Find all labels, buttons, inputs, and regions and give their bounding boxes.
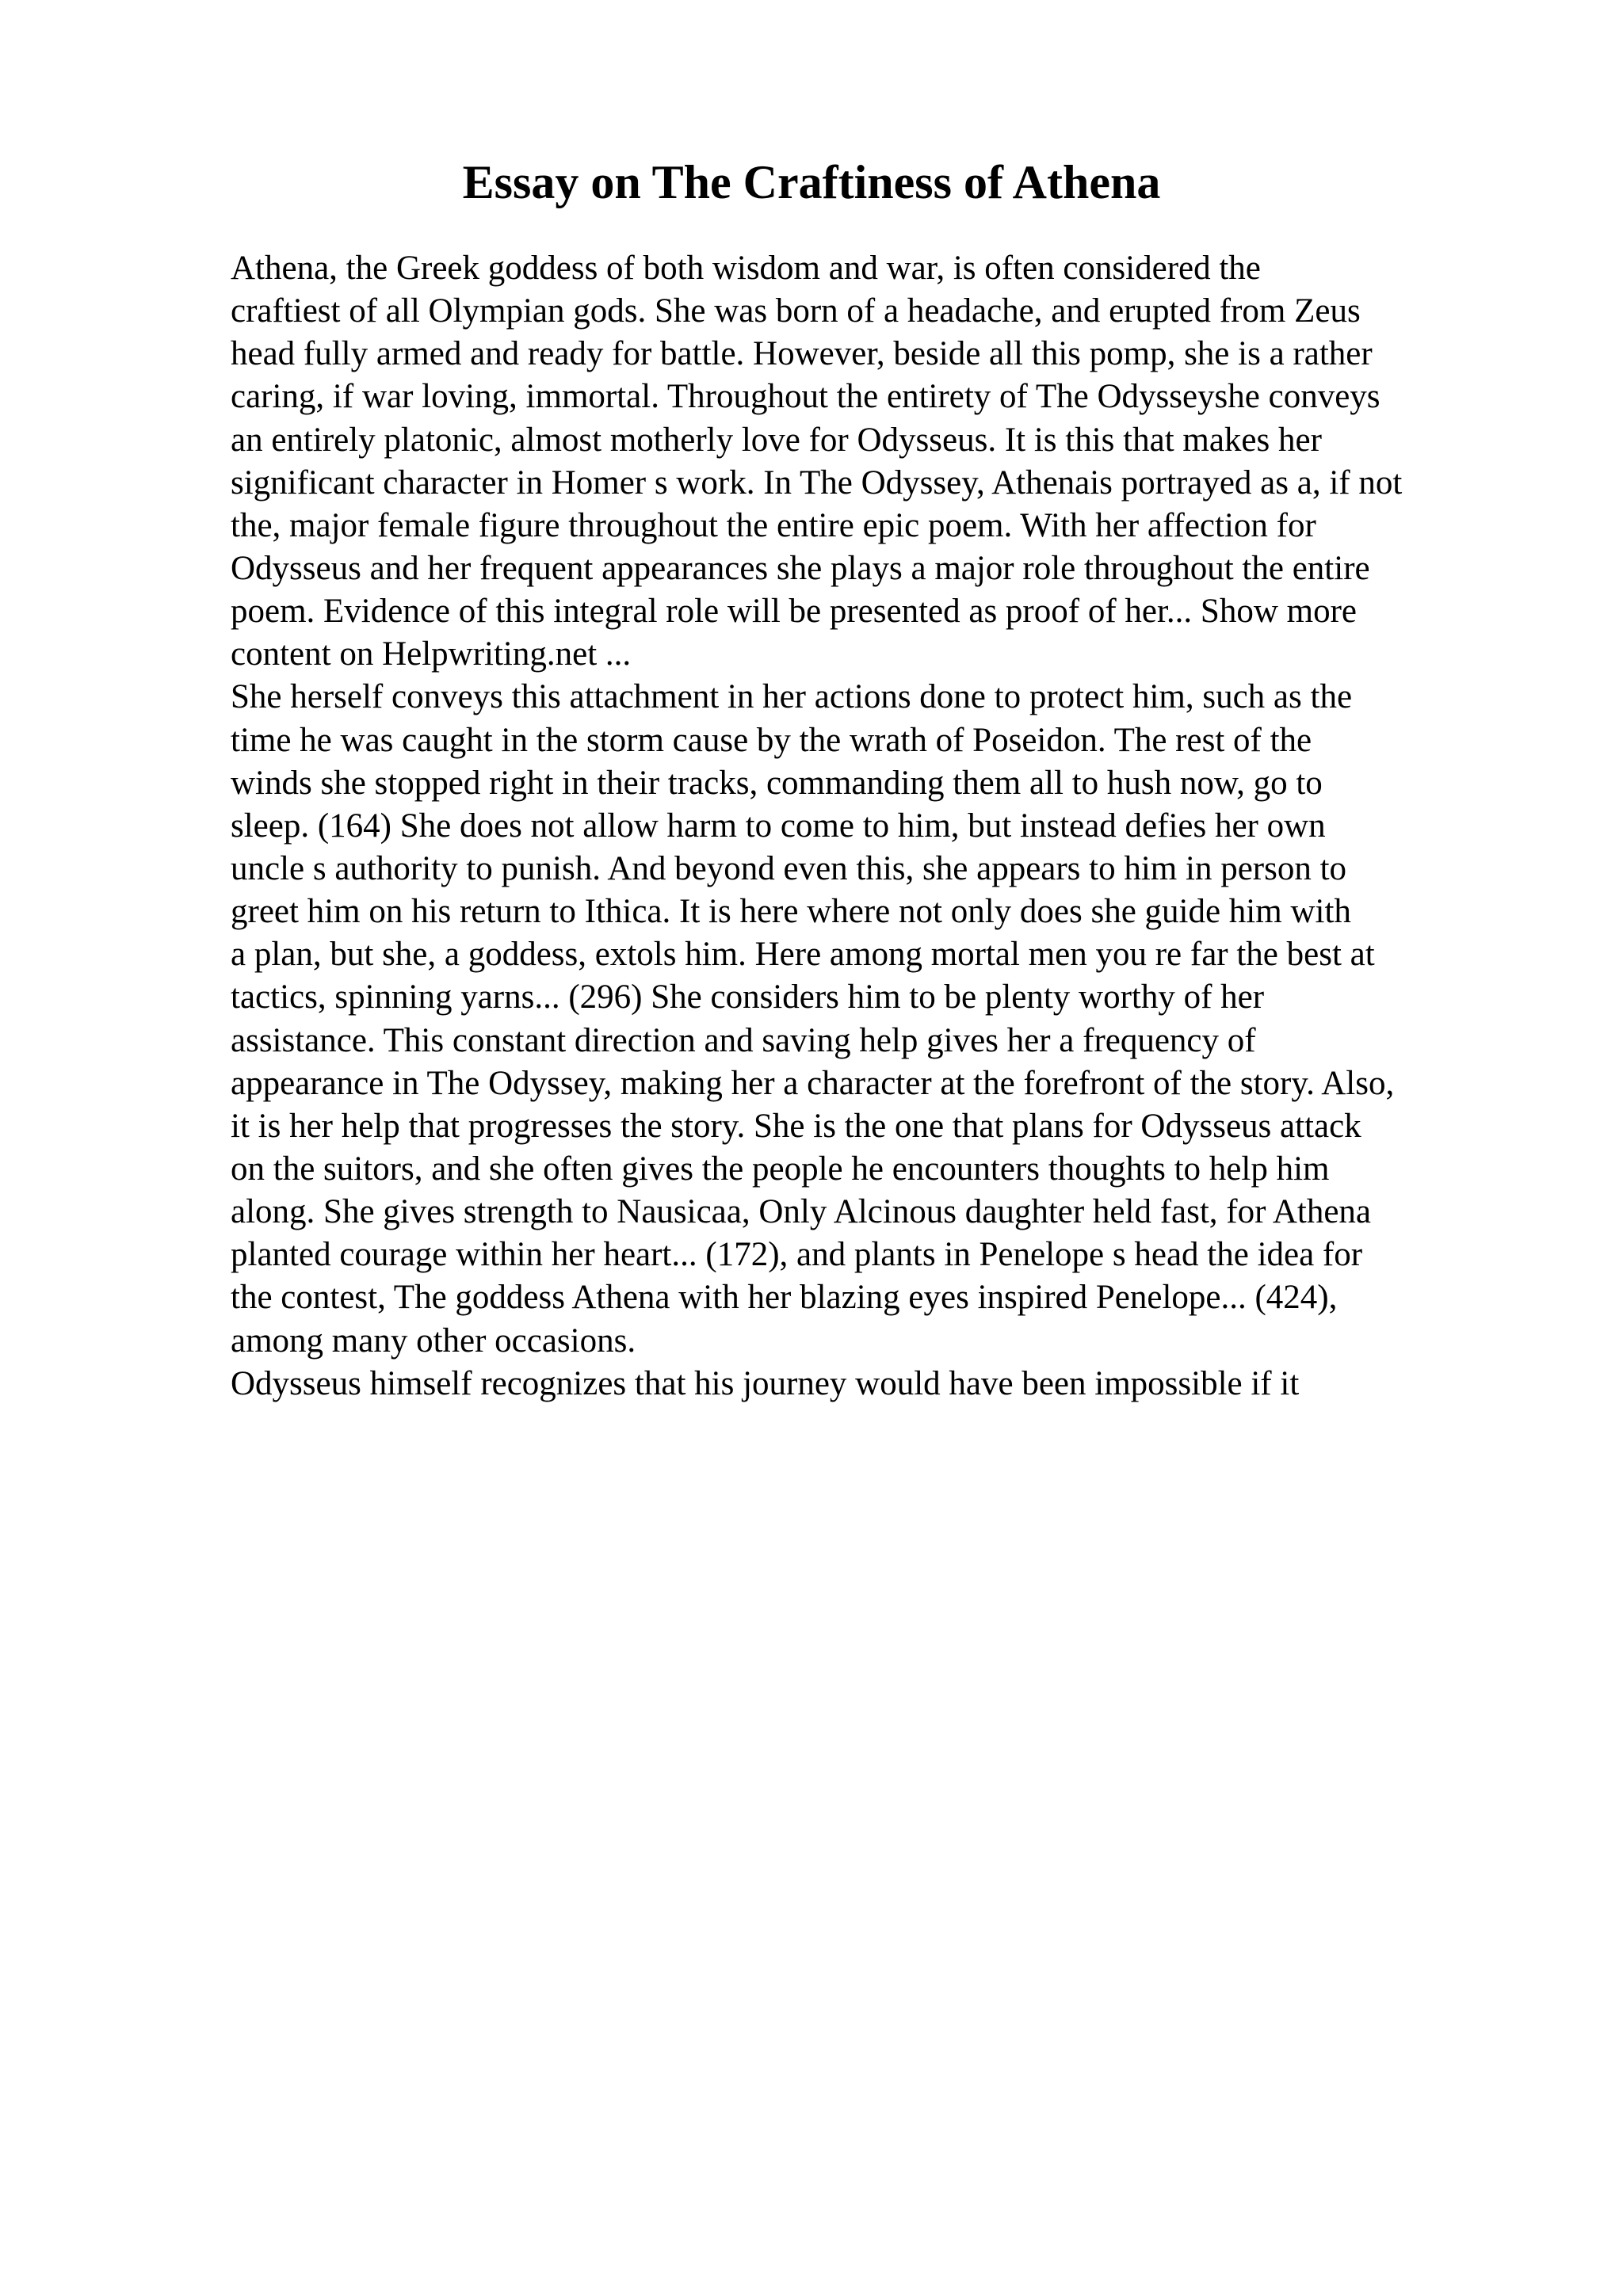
page-title: Essay on The Craftiness of Athena xyxy=(462,156,1161,208)
text-line: appearance in The Odyssey, making her a character at the forefront of the story. Also, xyxy=(231,1064,1395,1102)
text-line: winds she stopped right in their tracks, commanding them all to hush now, go to xyxy=(231,764,1323,802)
text-line: content on Helpwriting.net ... xyxy=(231,635,632,673)
text-line: the contest, The goddess Athena with her blazing eyes inspired Penelope... (424), xyxy=(231,1279,1338,1317)
text-line: Odysseus and her frequent appearances she plays a major role throughout the entire xyxy=(231,549,1370,587)
text-line: among many other occasions. xyxy=(231,1322,636,1360)
text-line: greet him on his return to Ithica. It is here where not only does she guide him with xyxy=(231,893,1351,931)
text-line: poem. Evidence of this integral role will be presented as proof of her... Show more xyxy=(231,593,1357,631)
text-line: craftiest of all Olympian gods. She was born of a headache, and erupted from Zeus xyxy=(231,292,1361,330)
text-line: the, major female figure throughout the entire epic poem. With her affection for xyxy=(231,506,1316,544)
text-line: caring, if war loving, immortal. Throughout the entirety of The Odysseyshe conveys xyxy=(231,378,1381,416)
text-line: Odysseus himself recognizes that his journey would have been impossible if it xyxy=(231,1364,1300,1402)
text-line: an entirely platonic, almost motherly love for Odysseus. It is this that makes her xyxy=(231,421,1322,459)
text-line: tactics, spinning yarns... (296) She considers him to be plenty worthy of her xyxy=(231,978,1265,1016)
text-line: sleep. (164) She does not allow harm to come to him, but instead defies her own xyxy=(231,807,1326,845)
text-line: She herself conveys this attachment in her actions done to protect him, such as the xyxy=(231,678,1353,716)
text-line: it is her help that progresses the story. She is the one that plans for Odysseus attack xyxy=(231,1107,1361,1145)
text-line: significant character in Homer s work. In The Odyssey, Athenais portrayed as a, if not xyxy=(231,463,1403,502)
text-line: assistance. This constant direction and saving help gives her a frequency of xyxy=(231,1021,1256,1059)
text-line: a plan, but she, a goddess, extols him. Here among mortal men you re far the best at xyxy=(231,936,1375,974)
text-line: time he was caught in the storm cause by the wrath of Poseidon. The rest of the xyxy=(231,721,1312,759)
essay-body xyxy=(231,247,1610,1405)
text-line: along. She gives strength to Nausicaa, Only Alcinous daughter held fast, for Athena xyxy=(231,1193,1371,1231)
text-line: uncle s authority to punish. And beyond even this, she appears to him in person to xyxy=(231,849,1347,887)
text-line: planted courage within her heart... (172), and plants in Penelope s head the idea for xyxy=(231,1236,1363,1274)
text-line: on the suitors, and she often gives the people he encounters thoughts to help him xyxy=(231,1150,1330,1188)
text-line: Athena, the Greek goddess of both wisdom and war, is often considered the xyxy=(231,250,1261,287)
text-line: head fully armed and ready for battle. However, beside all this pomp, she is a rather xyxy=(231,335,1373,373)
